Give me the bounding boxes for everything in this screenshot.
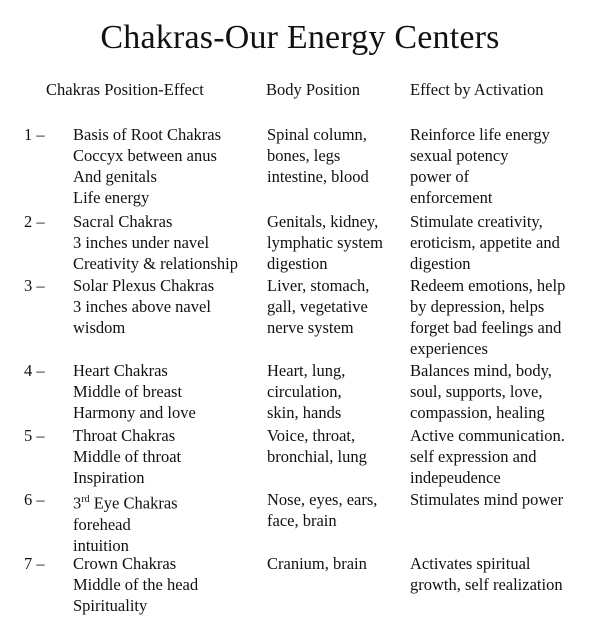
chakra-name-cell [73, 360, 273, 423]
effect-cell [410, 489, 595, 510]
cell-line: Nose, eyes, ears, [267, 490, 378, 509]
cell-line: face, brain [267, 511, 337, 530]
cell-line: by depression, helps [410, 297, 545, 316]
cell-line: Heart Chakras [73, 361, 168, 380]
body-position-cell [267, 425, 407, 467]
cell-line: Harmony and love [73, 403, 196, 422]
cell-line: And genitals [73, 167, 157, 186]
body-position-cell [267, 360, 407, 423]
cell-line: indepeudence [410, 468, 501, 487]
body-position-cell [267, 124, 407, 187]
cell-line: Stimulates mind power [410, 490, 564, 509]
cell-line: Basis of Root Chakras [73, 125, 222, 144]
cell-line: Middle of the head [73, 575, 199, 594]
cell-line: wisdom [73, 318, 126, 337]
cell-line: Genitals, kidney, [267, 212, 379, 231]
cell-line: Activates spiritual [410, 554, 531, 573]
cell-line: lymphatic system [267, 233, 383, 252]
cell-line: soul, supports, love, [410, 382, 543, 401]
cell-line: Active communication. [410, 426, 565, 445]
cell-line: Inspiration [73, 468, 145, 487]
cell-line: digestion [410, 254, 471, 273]
effect-cell [410, 425, 595, 488]
cell-line: digestion [267, 254, 328, 273]
cell-line: self expression and [410, 447, 537, 466]
chakra-number: 3 – [24, 276, 45, 295]
cell-line: power of [410, 167, 470, 186]
cell-line: Middle of throat [73, 447, 182, 466]
cell-line: Solar Plexus Chakras [73, 276, 215, 295]
chakra-number: 1 – [24, 125, 45, 144]
cell-line: Life energy [73, 188, 150, 207]
cell-line: 3 inches above navel [73, 297, 211, 316]
chakra-name-cell [73, 489, 273, 556]
body-position-cell [267, 553, 407, 574]
cell-line: Stimulate creativity, [410, 212, 543, 231]
chakra-name-cell [73, 211, 273, 274]
cell-line: forehead [73, 514, 131, 534]
effect-cell [410, 124, 595, 208]
chakra-number: 7 – [24, 554, 45, 573]
cell-line: forget bad feelings and [410, 318, 562, 337]
cell-line: Sacral Chakras [73, 212, 173, 231]
cell-line: Throat Chakras [73, 426, 176, 445]
cell-line: Spirituality [73, 596, 148, 615]
cell-line: Balances mind, body, [410, 361, 552, 380]
cell-line: sexual potency [410, 146, 509, 165]
cell-line: enforcement [410, 188, 493, 207]
effect-cell [410, 275, 595, 359]
cell-line: eroticism, appetite and [410, 233, 560, 252]
chakra-name-cell [73, 553, 273, 616]
page-title: Chakras-Our Energy Centers [100, 19, 500, 56]
chakra-number: 2 – [24, 212, 45, 231]
cell-line: intestine, blood [267, 167, 369, 186]
cell-line: Heart, lung, [267, 361, 346, 380]
cell-line: Voice, throat, [267, 426, 356, 445]
cell-line: Cranium, brain [267, 554, 367, 573]
header-effect-by-activation: Effect by Activation [410, 80, 544, 99]
chakra-number: 5 – [24, 426, 45, 445]
effect-cell [410, 553, 595, 595]
body-position-cell [267, 489, 407, 531]
chakra-name-cell [73, 275, 273, 338]
chakra-number: 6 – [24, 490, 45, 509]
header-body-position: Body Position [266, 80, 360, 99]
cell-line: intuition [73, 535, 129, 555]
cell-line: skin, hands [267, 403, 342, 422]
cell-line: compassion, healing [410, 403, 545, 422]
cell-line: experiences [410, 339, 488, 358]
header-position-effect: Chakras Position-Effect [46, 80, 204, 99]
cell-line: Spinal column, [267, 125, 367, 144]
cell-line: 3rd Eye Chakras [73, 493, 178, 513]
cell-line: nerve system [267, 318, 354, 337]
cell-line: Coccyx between anus [73, 146, 217, 165]
effect-cell [410, 360, 595, 423]
cell-line: circulation, [267, 382, 342, 401]
body-position-cell [267, 211, 407, 274]
effect-cell [410, 211, 595, 274]
cell-line: Reinforce life energy [410, 125, 550, 144]
cell-line: bones, legs [267, 146, 341, 165]
chakra-name-cell [73, 124, 273, 208]
chakra-name-cell [73, 425, 273, 488]
cell-line: gall, vegetative [267, 297, 368, 316]
chakra-number: 4 – [24, 361, 45, 380]
cell-line: Redeem emotions, help [410, 276, 566, 295]
cell-line: Liver, stomach, [267, 276, 370, 295]
cell-line: Creativity & relationship [73, 254, 238, 273]
cell-line: Crown Chakras [73, 554, 177, 573]
cell-line: growth, self realization [410, 575, 563, 594]
cell-line: Middle of breast [73, 382, 183, 401]
cell-line: bronchial, lung [267, 447, 367, 466]
body-position-cell [267, 275, 407, 338]
cell-line: 3 inches under navel [73, 233, 210, 252]
